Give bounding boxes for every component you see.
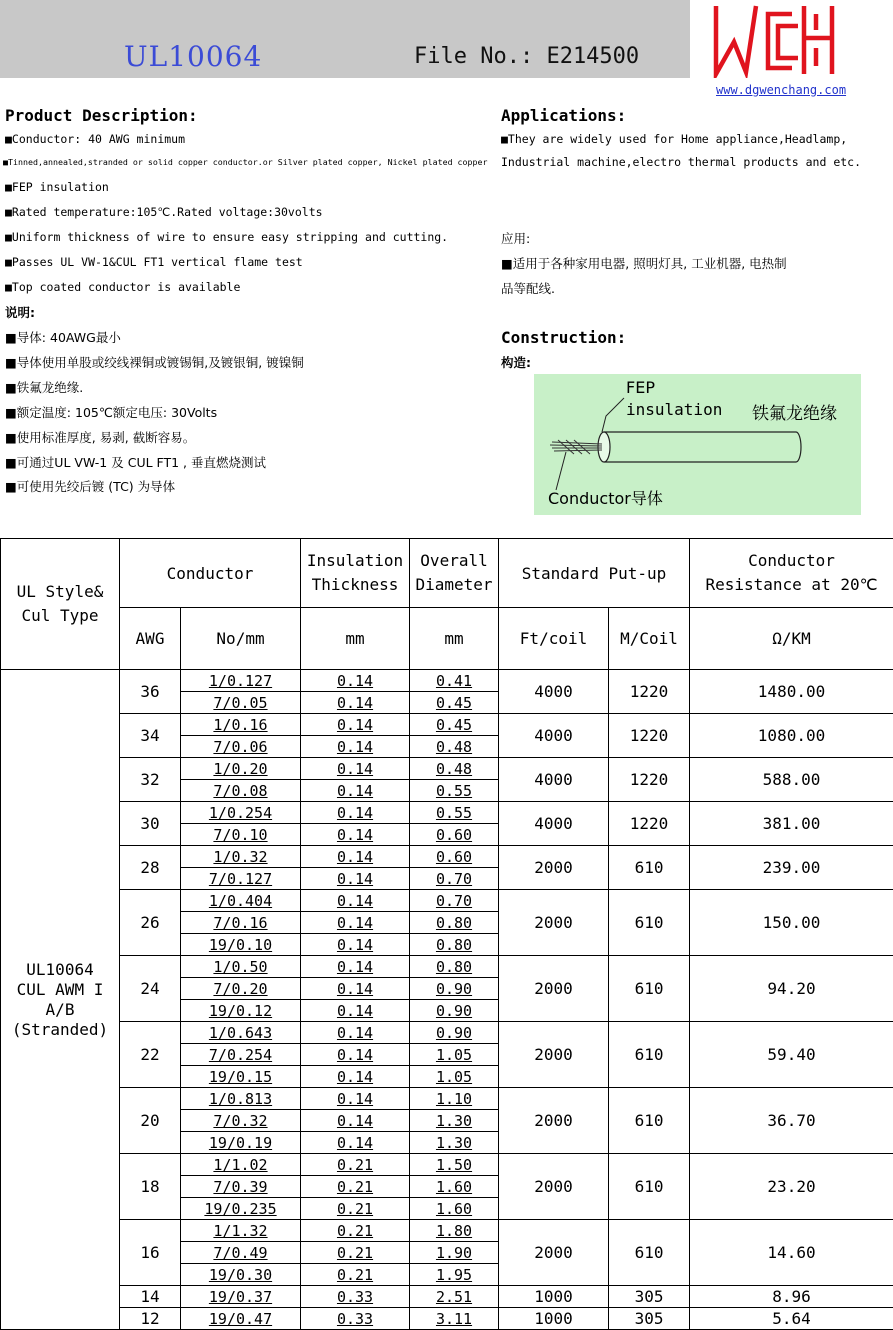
awg-cell: 26 (120, 890, 181, 956)
diameter-cell: 0.45 (410, 714, 499, 736)
ft-coil-cell: 4000 (499, 758, 609, 802)
m-coil-cell: 1220 (609, 714, 690, 758)
no-mm-cell: 1/0.404 (181, 890, 301, 912)
label-insulation-cn: 铁氟龙绝缘 (752, 399, 837, 424)
diameter-cell: 1.80 (410, 1220, 499, 1242)
table-row (1, 670, 893, 692)
resistance-cell: 588.00 (690, 758, 893, 802)
no-mm-cell: 19/0.12 (181, 1000, 301, 1022)
ul-style-cell: UL10064 CUL AWM I A/B (Stranded) (1, 670, 120, 1330)
table-row (1, 1220, 893, 1242)
no-mm-cell: 7/0.49 (181, 1242, 301, 1264)
awg-cell: 16 (120, 1220, 181, 1286)
no-mm-cell: 7/0.10 (181, 824, 301, 846)
ft-coil-cell: 1000 (499, 1308, 609, 1330)
model-number: UL10064 (124, 40, 262, 73)
diameter-cell: 0.45 (410, 692, 499, 714)
ft-coil-cell: 2000 (499, 1022, 609, 1088)
unit-ft-coil: Ft/coil (499, 608, 609, 670)
m-coil-cell: 610 (609, 890, 690, 956)
resistance-cell: 36.70 (690, 1088, 893, 1154)
resistance-cell: 150.00 (690, 890, 893, 956)
no-mm-cell: 1/0.813 (181, 1088, 301, 1110)
desc-line: ■Passes UL VW-1&CUL FT1 vertical flame test (5, 255, 303, 269)
diameter-cell: 0.55 (410, 802, 499, 824)
no-mm-cell: 1/0.643 (181, 1022, 301, 1044)
insulation-cell: 0.21 (301, 1220, 410, 1242)
m-coil-cell: 610 (609, 846, 690, 890)
ft-coil-cell: 1000 (499, 1286, 609, 1308)
no-mm-cell: 19/0.30 (181, 1264, 301, 1286)
no-mm-cell: 1/1.02 (181, 1154, 301, 1176)
table-row (1, 714, 893, 736)
app-line: Industrial machine,electro thermal products and etc. (501, 155, 861, 169)
desc-cn-line: ■铁氟龙绝缘. (5, 378, 83, 396)
header-conductor-resistance: Conductor Resistance at 20℃ (690, 539, 893, 608)
table-row (1, 846, 893, 868)
ft-coil-cell: 4000 (499, 714, 609, 758)
diameter-cell: 1.95 (410, 1264, 499, 1286)
awg-cell: 30 (120, 802, 181, 846)
insulation-cell: 0.14 (301, 1132, 410, 1154)
label-insulation: insulation (626, 400, 722, 419)
no-mm-cell: 19/0.10 (181, 934, 301, 956)
table-row (1, 1286, 893, 1308)
resistance-cell: 59.40 (690, 1022, 893, 1088)
m-coil-cell: 1220 (609, 802, 690, 846)
file-number: File No.: E214500 (414, 44, 639, 69)
company-logo (712, 2, 836, 78)
resistance-cell: 1480.00 (690, 670, 893, 714)
desc-line: ■Conductor: 40 AWG minimum (5, 132, 185, 146)
m-coil-cell: 610 (609, 956, 690, 1022)
ft-coil-cell: 2000 (499, 1220, 609, 1286)
awg-cell: 34 (120, 714, 181, 758)
applications-title: Applications: (501, 106, 626, 125)
header-standard-putup: Standard Put-up (499, 539, 690, 608)
insulation-cell: 0.14 (301, 758, 410, 780)
insulation-cell: 0.14 (301, 1022, 410, 1044)
no-mm-cell: 19/0.235 (181, 1198, 301, 1220)
insulation-cell: 0.21 (301, 1264, 410, 1286)
desc-cn-line: ■可使用先绞后镀 (TC) 为导体 (5, 477, 175, 495)
insulation-cell: 0.21 (301, 1242, 410, 1264)
insulation-cell: 0.14 (301, 846, 410, 868)
ft-coil-cell: 4000 (499, 670, 609, 714)
m-coil-cell: 610 (609, 1022, 690, 1088)
awg-cell: 14 (120, 1286, 181, 1308)
desc-line: ■FEP insulation (5, 180, 109, 194)
diameter-cell: 0.80 (410, 912, 499, 934)
table-row (1, 1308, 893, 1330)
no-mm-cell: 19/0.37 (181, 1286, 301, 1308)
desc-line: ■Top coated conductor is available (5, 280, 240, 294)
diameter-cell: 1.30 (410, 1110, 499, 1132)
app-cn-line: ■适用于各种家用电器, 照明灯具, 工业机器, 电热制 (501, 254, 787, 272)
insulation-cell: 0.14 (301, 978, 410, 1000)
ft-coil-cell: 2000 (499, 1088, 609, 1154)
app-line: ■They are widely used for Home appliance,Headlamp, (501, 132, 847, 146)
insulation-cell: 0.14 (301, 868, 410, 890)
ft-coil-cell: 4000 (499, 802, 609, 846)
product-description-title: Product Description: (5, 106, 198, 125)
m-coil-cell: 610 (609, 1220, 690, 1286)
description-cn-title: 说明: (5, 303, 35, 321)
diameter-cell: 0.80 (410, 934, 499, 956)
diameter-cell: 0.90 (410, 1000, 499, 1022)
awg-cell: 12 (120, 1308, 181, 1330)
table-row (1, 890, 893, 912)
no-mm-cell: 19/0.47 (181, 1308, 301, 1330)
no-mm-cell: 7/0.20 (181, 978, 301, 1000)
m-coil-cell: 305 (609, 1286, 690, 1308)
awg-cell: 32 (120, 758, 181, 802)
insulation-cell: 0.14 (301, 1066, 410, 1088)
no-mm-cell: 1/0.16 (181, 714, 301, 736)
insulation-cell: 0.14 (301, 890, 410, 912)
unit-no-mm: No/mm (181, 608, 301, 670)
ft-coil-cell: 2000 (499, 956, 609, 1022)
no-mm-cell: 7/0.16 (181, 912, 301, 934)
insulation-cell: 0.14 (301, 1044, 410, 1066)
desc-line: ■Rated temperature:105℃.Rated voltage:30volts (5, 205, 323, 219)
diameter-cell: 0.80 (410, 956, 499, 978)
diameter-cell: 0.90 (410, 1022, 499, 1044)
diameter-cell: 0.48 (410, 758, 499, 780)
header-conductor: Conductor (120, 539, 301, 608)
awg-cell: 28 (120, 846, 181, 890)
diameter-cell: 1.60 (410, 1198, 499, 1220)
diameter-cell: 1.60 (410, 1176, 499, 1198)
no-mm-cell: 19/0.15 (181, 1066, 301, 1088)
no-mm-cell: 7/0.254 (181, 1044, 301, 1066)
insulation-cell: 0.14 (301, 824, 410, 846)
no-mm-cell: 1/1.32 (181, 1220, 301, 1242)
resistance-cell: 239.00 (690, 846, 893, 890)
insulation-cell: 0.14 (301, 1088, 410, 1110)
insulation-cell: 0.14 (301, 692, 410, 714)
no-mm-cell: 1/0.254 (181, 802, 301, 824)
resistance-cell: 23.20 (690, 1154, 893, 1220)
resistance-cell: 94.20 (690, 956, 893, 1022)
no-mm-cell: 7/0.32 (181, 1110, 301, 1132)
ft-coil-cell: 2000 (499, 1154, 609, 1220)
diameter-cell: 1.50 (410, 1154, 499, 1176)
diameter-cell: 1.10 (410, 1088, 499, 1110)
desc-line: ■Uniform thickness of wire to ensure easy stripping and cutting. (5, 230, 448, 244)
insulation-cell: 0.21 (301, 1176, 410, 1198)
insulation-cell: 0.14 (301, 670, 410, 692)
insulation-cell: 0.14 (301, 780, 410, 802)
table-row (1, 956, 893, 978)
insulation-cell: 0.14 (301, 912, 410, 934)
insulation-cell: 0.14 (301, 1110, 410, 1132)
diameter-cell: 1.05 (410, 1044, 499, 1066)
ft-coil-cell: 2000 (499, 890, 609, 956)
construction-cn-title: 构造: (501, 353, 531, 371)
m-coil-cell: 1220 (609, 670, 690, 714)
app-cn-line: 品等配线. (501, 279, 555, 297)
insulation-cell: 0.14 (301, 1000, 410, 1022)
label-conductor: Conductor导体 (548, 486, 663, 509)
table-row (1, 758, 893, 780)
resistance-cell: 5.64 (690, 1308, 893, 1330)
diameter-cell: 1.90 (410, 1242, 499, 1264)
diameter-cell: 0.60 (410, 846, 499, 868)
insulation-cell: 0.14 (301, 934, 410, 956)
no-mm-cell: 1/0.50 (181, 956, 301, 978)
no-mm-cell: 7/0.127 (181, 868, 301, 890)
desc-line: ■Tinned,annealed,stranded or solid copper conductor.or Silver plated copper, Nickel plated copper (3, 157, 488, 167)
no-mm-cell: 1/0.20 (181, 758, 301, 780)
diameter-cell: 0.60 (410, 824, 499, 846)
diameter-cell: 0.48 (410, 736, 499, 758)
m-coil-cell: 610 (609, 1154, 690, 1220)
insulation-cell: 0.21 (301, 1154, 410, 1176)
insulation-cell: 0.33 (301, 1286, 410, 1308)
awg-cell: 36 (120, 670, 181, 714)
diameter-cell: 0.41 (410, 670, 499, 692)
construction-title: Construction: (501, 328, 626, 347)
diameter-cell: 1.05 (410, 1066, 499, 1088)
awg-cell: 18 (120, 1154, 181, 1220)
diameter-cell: 0.90 (410, 978, 499, 1000)
header-insulation-thickness: Insulation Thickness (301, 539, 410, 608)
diameter-cell: 3.11 (410, 1308, 499, 1330)
diameter-cell: 0.55 (410, 780, 499, 802)
website-link[interactable]: www.dgwenchang.com (716, 83, 846, 97)
desc-cn-line: ■导体使用单股或绞线裸铜或镀锡铜,及镀银铜, 镀镍铜 (5, 353, 304, 371)
insulation-cell: 0.14 (301, 956, 410, 978)
desc-cn-line: ■使用标准厚度, 易剥, 截断容易。 (5, 428, 195, 446)
table-row (1, 1022, 893, 1044)
diameter-cell: 2.51 (410, 1286, 499, 1308)
no-mm-cell: 1/0.127 (181, 670, 301, 692)
resistance-cell: 1080.00 (690, 714, 893, 758)
unit-insulation-mm: mm (301, 608, 410, 670)
desc-cn-line: ■可通过UL VW-1 及 CUL FT1 , 垂直燃烧测试 (5, 453, 266, 471)
wire-construction-diagram (534, 374, 861, 515)
header-ul-style: UL Style& Cul Type (1, 539, 120, 670)
m-coil-cell: 610 (609, 1088, 690, 1154)
unit-ohm-km: Ω/KM (690, 608, 893, 670)
awg-cell: 24 (120, 956, 181, 1022)
table-row (1, 1088, 893, 1110)
header-overall-diameter: Overall Diameter (410, 539, 499, 608)
no-mm-cell: 1/0.32 (181, 846, 301, 868)
diameter-cell: 1.30 (410, 1132, 499, 1154)
no-mm-cell: 19/0.19 (181, 1132, 301, 1154)
insulation-cell: 0.14 (301, 714, 410, 736)
no-mm-cell: 7/0.05 (181, 692, 301, 714)
m-coil-cell: 305 (609, 1308, 690, 1330)
applications-cn-title: 应用: (501, 229, 530, 247)
table-row (1, 1154, 893, 1176)
diameter-cell: 0.70 (410, 890, 499, 912)
desc-cn-line: ■导体: 40AWG最小 (5, 328, 121, 346)
diameter-cell: 0.70 (410, 868, 499, 890)
unit-diameter-mm: mm (410, 608, 499, 670)
insulation-cell: 0.33 (301, 1308, 410, 1330)
resistance-cell: 381.00 (690, 802, 893, 846)
ft-coil-cell: 2000 (499, 846, 609, 890)
resistance-cell: 14.60 (690, 1220, 893, 1286)
no-mm-cell: 7/0.06 (181, 736, 301, 758)
desc-cn-line: ■额定温度: 105℃额定电压: 30Volts (5, 403, 217, 421)
insulation-cell: 0.14 (301, 802, 410, 824)
specification-table (0, 538, 893, 1330)
m-coil-cell: 1220 (609, 758, 690, 802)
no-mm-cell: 7/0.39 (181, 1176, 301, 1198)
insulation-cell: 0.21 (301, 1198, 410, 1220)
awg-cell: 20 (120, 1088, 181, 1154)
resistance-cell: 8.96 (690, 1286, 893, 1308)
label-fep: FEP (626, 378, 655, 397)
unit-awg: AWG (120, 608, 181, 670)
unit-m-coil: M/Coil (609, 608, 690, 670)
table-row (1, 802, 893, 824)
insulation-cell: 0.14 (301, 736, 410, 758)
awg-cell: 22 (120, 1022, 181, 1088)
no-mm-cell: 7/0.08 (181, 780, 301, 802)
